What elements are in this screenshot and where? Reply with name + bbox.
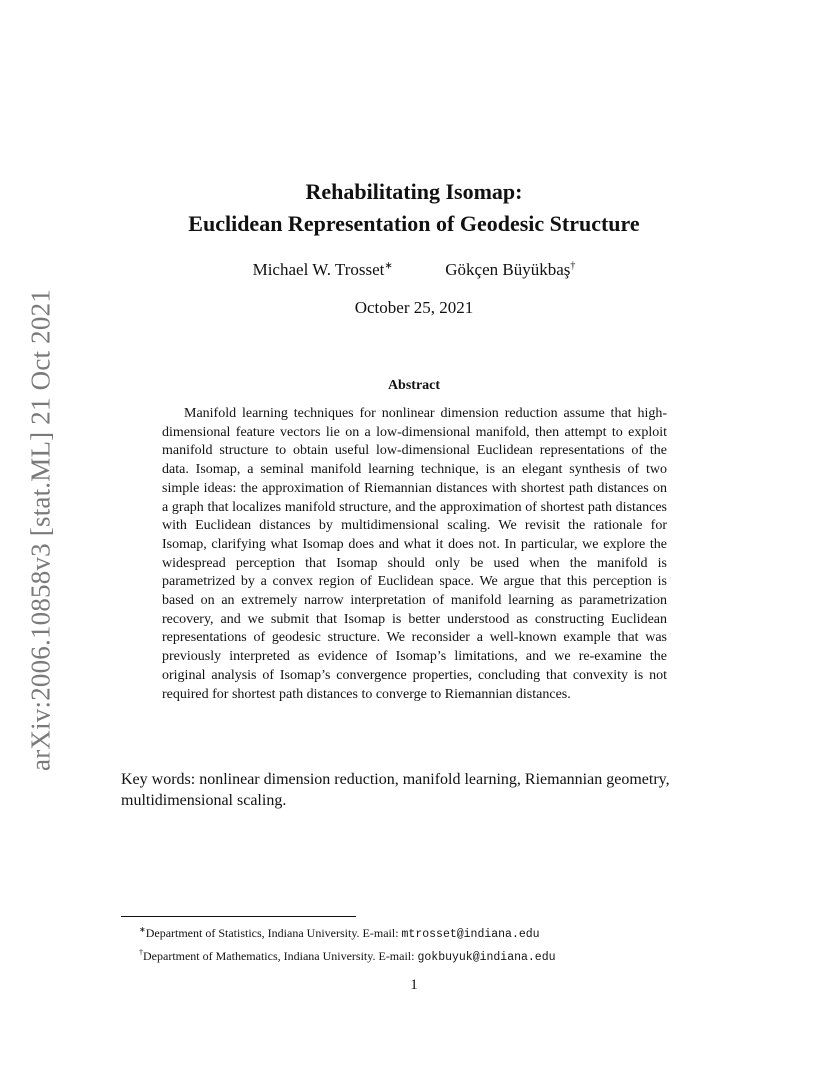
footnotes [139,921,699,967]
abstract-text: Manifold learning techniques for nonlinear dimension reduction assume that high-dimensional feature vectors lie on a low-dimensional manifold, then attempt to exploit manifold structure to obtain useful low-dimensional Euclidean representations of the data. Isomap, a seminal manifold learning technique, is an elegant synthesis of two simple ideas: the approximation of Riemannian distances with shortest path distances on a graph that localizes manifold structure, and the approximation of shortest path distances with Euclidean distances by multidimensional scaling. We revisit the rationale for Isomap, clarifying what Isomap does and what it does not. In particular, we explore the widespread perception that Isomap should only be used when the manifold is parametrized by a convex region of Euclidean space. We argue that this perception is based on an extremely narrow interpretation of manifold learning as parametrization recovery, and we submit that Isomap is better understood as constructing Euclidean representations of geodesic structure. We reconsider a well-known example that was previously interpreted as evidence of Isomap’s limitations, and we re-examine the original analysis of Isomap’s convergence properties, concluding that convexity is not required for shortest path distances to converge to Riemannian distances. [162,406,667,702]
footnote-rule [121,916,356,917]
title-line-1: Rehabilitating Isomap: [305,179,523,204]
author-name: Gökçen Büyükbaş [445,260,571,279]
footnote [139,944,699,967]
arxiv-identifier-stamp: arXiv:2006.10858v3 [stat.ML] 21 Oct 2021 [25,289,56,771]
keywords: Key words: nonlinear dimension reduction, manifold learning, Riemannian geometry, multidimensional scaling. [121,771,670,809]
page-number: 1 [410,977,418,993]
paper-date: October 25, 2021 [354,298,474,317]
footnote [139,921,699,944]
footnote-email: gokbuyuk@indiana.edu [417,951,556,964]
footnote-mark: † [139,948,143,957]
title-line-2: Euclidean Representation of Geodesic Structure [188,211,640,236]
footnote-email: mtrosset@indiana.edu [401,928,540,941]
author-name: Michael W. Trosset [252,260,385,279]
author-footnote-mark: † [570,260,576,272]
footnote-mark: ∗ [139,925,146,934]
footnote-text: Department of Mathematics, Indiana University. E-mail: [143,949,418,963]
paper-title [0,176,828,240]
author-list [0,260,828,280]
footnote-text: Department of Statistics, Indiana University. E-mail: [145,926,402,940]
abstract-heading: Abstract [387,378,441,393]
author-footnote-mark: ∗ [384,260,393,272]
